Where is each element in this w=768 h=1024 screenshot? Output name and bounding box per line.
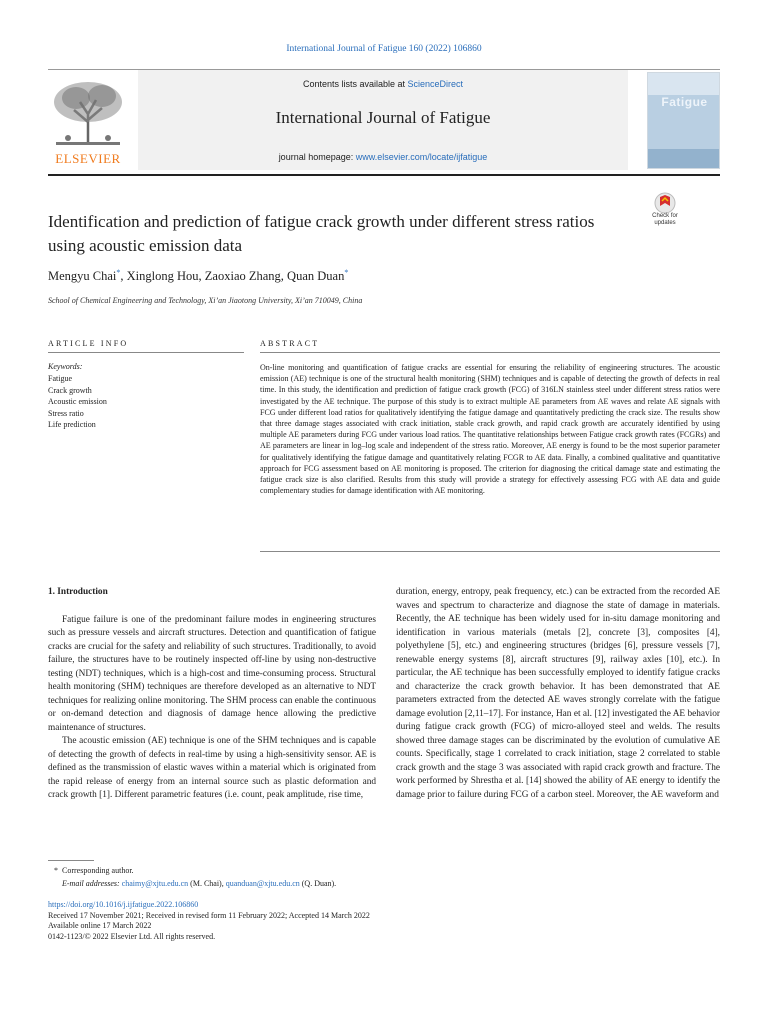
section-heading: 1. Introduction [48, 587, 108, 597]
abstract-text: On-line monitoring and quantification of fatigue cracks are essential for ensuring the reliability of engineering structures. The acoustic emission (AE) technique is one of the structural health monitoring (SHM) techniques and is capable of detecting the growth of defects in real time. In this study, the identification and prediction of fatigue crack growth (FCG) of 316LN stainless steel under different stress ratios were investigated by the AE technique. The purpose of this study is to extract multiple AE parameters from AE waves and relate AE signals with FCG under different load ratios for qualitatively identifying the fatigue damage and quantitatively predicting the crack size. The results show that three damage stages associated with crack initiation, stable crack growth, and rapid crack growth are accurately identified by using multiple AE parameters during FCG under various load ratios. The quantitative relationships between Fatigue crack growth rates (FCGRs) and AE parameters are linear in log–log scale and independent of the stress ratio. Moreover, AE energy is found to be the most superior parameter for qualitatively identifying the fatigue damage and quantitatively relating FCGR to AE data. Finally, a combined qualitative and quantitative approach for FCG assessment based on AE monitoring is proposed. The criterion for diagnosing the critical damage state and estimating the fatigue crack size is also clarified. Results from this study will provide a strategy for effectively assessing FCG with AE data and guide complementary studies for damage identification with AE monitoring. [260, 363, 720, 496]
body-left-column [48, 586, 376, 803]
author-list: Mengyu Chai*, Xinglong Hou, Zaoxiao Zhang, Quan Duan* [48, 268, 349, 284]
corresponding-author-mark[interactable]: * [116, 268, 121, 277]
body-right-column [396, 586, 720, 802]
keyword-item: Fatigue [48, 374, 72, 383]
keyword-item: Crack growth [48, 385, 92, 395]
journal-homepage-link[interactable]: www.elsevier.com/locate/ijfatigue [355, 152, 488, 162]
publisher-wordmark: ELSEVIER [55, 151, 121, 166]
article-info-heading: ARTICLE INFO [48, 339, 129, 348]
body-paragraph: The acoustic emission (AE) technique is one of the SHM techniques and is capable of detecting the growth of defects in real-time by using a high-sensitivity sensor. AE is defined as the transmission of elastic waves within a material which is originated from the rapid release of energy from an internal source such as plastic deformation and crack growth [1]. Different parametric features (i.e. count, peak amplitude, rise time, [48, 736, 376, 800]
publication-info [48, 900, 370, 942]
cover-top-stripe [648, 73, 720, 95]
sciencedirect-link[interactable]: ScienceDirect [407, 79, 464, 89]
journal-title: International Journal of Fatigue [275, 108, 491, 127]
abstract-heading: ABSTRACT [260, 339, 320, 348]
cover-title: Fatigue [661, 95, 708, 109]
keyword-item: Acoustic emission [48, 397, 107, 406]
corresponding-footnote: * Corresponding author. [54, 866, 134, 875]
journal-reference-link[interactable]: International Journal of Fatigue 160 (2022) 106860 [286, 44, 482, 54]
masthead-divider [48, 174, 720, 176]
email-label: E-mail addresses: [62, 879, 120, 888]
body-paragraph: Fatigue failure is one of the predominant failure modes in engineering structures such as pressure vessels and aircraft structures. Detection and quantification of fatigue cracks are crucial for the safety and reliability of such structures. Traditionally, to avoid failure, the structures have to be routinely inspected off-line by using non-destructive testing (NDT) techniques, which is a high-cost and time-consuming process. Structural health monitoring (SHM) techniques are therefore developed as an alternative to NDT techniques for realizing online monitoring. The SHM process can enable the continuous or on-demand detection and diagnosis of damage hence allowing the predictive maintenance of structures. [48, 614, 376, 733]
author-name[interactable]: Quan Duan [287, 269, 345, 284]
author-name[interactable]: Xinglong Hou [126, 269, 199, 284]
email-footnote [62, 879, 336, 888]
email-owner: (Q. Duan). [301, 879, 337, 888]
body-paragraph: duration, energy, entropy, peak frequency, etc.) can be extracted from the recorded AE waves and spectrum to characterize and diagnose the state of damage in materials. Recently, the AE technique has been widely used for in-situ damage monitoring and identification in various materials (metals [2], concrete [3], composites [4], polyethylene [5], etc.) and engineering structures (bridges [6], pressure vessels [7], renewable energy systems [8], aircraft structures [9], railway axles [10], etc.). In particular, the AE technique has been successfully employed to identify fatigue cracks and characterize the crack growth behavior. It has been demonstrated that AE parameters extracted from the detected AE waves strongly correlate with the fatigue damage evolution [2,11–17]. For instance, Han et al. [12] investigated the AE behavior during fatigue crack growth (FCG) of micro-alloyed steel and welds. The results showed three damage stages can be discriminated by the evolution of cumulative AE counts. Specifically, stage 1 correlated to crack initiation, stage 2 correlated to stable crack growth and the stage 3 was associated with rapid crack growth and fracture. The work performed by Shrestha et al. [14] showed the ability of AE energy to identify the damage prior to failure during FCG of a carbon steel. Moreover, the AE waveform and [396, 587, 720, 800]
contents-prefix: Contents lists available at [302, 79, 408, 89]
copyright-line: 0142-1123/© 2022 Elsevier Ltd. All rights reserved. [48, 931, 216, 941]
corresponding-footnote-text: Corresponding author. [62, 866, 134, 875]
keyword-list [48, 373, 107, 431]
keywords-label: Keywords: [48, 362, 83, 371]
keyword-item: Life prediction [48, 420, 96, 429]
abstract-divider [260, 352, 720, 353]
author-name[interactable]: Mengyu Chai [48, 269, 117, 284]
available-online: Available online 17 March 2022 [48, 921, 152, 930]
doi-link[interactable]: https://doi.org/10.1016/j.ijfatigue.2022.106860 [48, 900, 199, 909]
footnote-divider [48, 860, 94, 861]
email-link[interactable]: chaimy@xjtu.edu.cn [121, 879, 189, 888]
author-name[interactable]: Zaoxiao Zhang [204, 269, 281, 284]
received-dates: Received 17 November 2021; Received in revised form 11 February 2022; Accepted 14 March 2022 [48, 910, 370, 920]
journal-homepage-line [138, 152, 628, 162]
keyword-item: Stress ratio [48, 408, 84, 418]
article-title: Identification and prediction of fatigue crack growth under different stress ratios using acoustic emission data [48, 212, 595, 255]
check-for-updates-label[interactable]: Check for updates [652, 213, 678, 226]
abstract-bottom-divider [260, 551, 720, 552]
corresponding-author-mark[interactable]: * [344, 268, 349, 277]
journal-cover-thumbnail[interactable] [647, 72, 720, 169]
author-affiliation: School of Chemical Engineering and Technology, Xi’an Jiaotong University, Xi’an 710049, China [48, 296, 363, 305]
homepage-prefix: journal homepage: [278, 152, 356, 162]
article-info-divider [48, 352, 244, 353]
cover-bottom-band [648, 149, 720, 169]
contents-line [138, 79, 628, 89]
email-link[interactable]: quanduan@xjtu.edu.cn [225, 879, 300, 888]
email-owner: (M. Chai), [190, 879, 224, 888]
